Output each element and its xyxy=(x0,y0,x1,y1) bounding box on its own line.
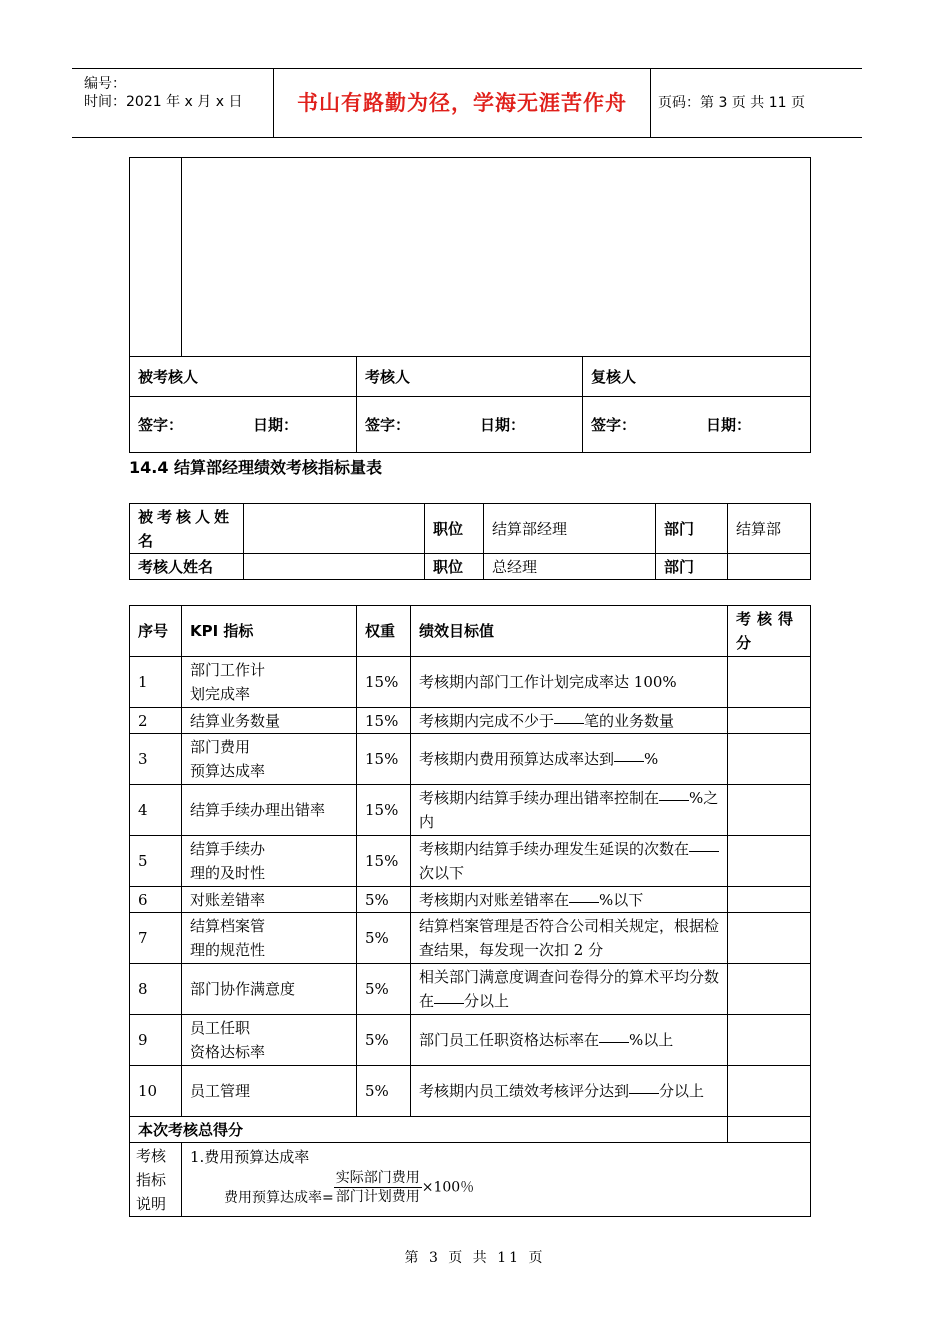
position-label: 职位 xyxy=(425,554,484,580)
header-kpi: KPI 指标 xyxy=(182,606,357,657)
kpi-name xyxy=(182,785,357,836)
kpi-no: 1 xyxy=(130,657,182,708)
kpi-target-suffix: 分以上 xyxy=(464,992,510,1010)
kpi-name-line1: 员工管理 xyxy=(190,1082,251,1100)
date-label: 日期： xyxy=(253,415,299,434)
kpi-no: 7 xyxy=(130,913,182,964)
kpi-target-text: 考核期内部门工作计划完成率达 100% xyxy=(419,673,677,691)
kpi-name xyxy=(182,1015,357,1066)
note-content xyxy=(182,1143,811,1217)
kpi-target-blank xyxy=(599,1028,629,1043)
kpi-target xyxy=(411,734,728,785)
kpi-target-text: 结算档案管理是否符合公司相关规定，根据检查结果，每发现一次扣 2 分 xyxy=(419,917,720,959)
total-score xyxy=(728,1117,811,1143)
kpi-name xyxy=(182,734,357,785)
kpi-name xyxy=(182,964,357,1015)
kpi-no: 2 xyxy=(130,708,182,734)
kpi-row xyxy=(130,734,811,785)
kpi-target-suffix: % xyxy=(644,750,659,768)
kpi-weight: 15% xyxy=(357,785,411,836)
kpi-row xyxy=(130,785,811,836)
kpi-no: 5 xyxy=(130,836,182,887)
kpi-target xyxy=(411,964,728,1015)
date-label: 日期： xyxy=(480,415,526,434)
signature-table xyxy=(129,157,811,453)
formula-fraction xyxy=(334,1169,422,1206)
position-value: 结算部经理 xyxy=(484,504,656,554)
position-value: 总经理 xyxy=(484,554,656,580)
note-item: 1.费用预算达成率 xyxy=(190,1148,310,1166)
reviewer-label: 考核人 xyxy=(357,357,583,397)
reviewer-name-label: 考核人姓名 xyxy=(130,554,244,580)
motto: 书山有路勤为径，学海无涯苦作舟 xyxy=(297,91,627,115)
kpi-name-line1: 员工任职 xyxy=(190,1019,251,1037)
header-score: 考核得分 xyxy=(728,606,811,657)
note-label-text: 考核指标说明 xyxy=(136,1146,167,1213)
sign-label: 签字： xyxy=(591,415,637,434)
kpi-target-suffix: %以上 xyxy=(629,1031,674,1049)
kpi-weight: 15% xyxy=(357,708,411,734)
number-label: 编号： xyxy=(84,76,126,92)
kpi-name-line2: 理的及时性 xyxy=(190,864,266,882)
kpi-no: 8 xyxy=(130,964,182,1015)
reviewee-sign-cell xyxy=(130,397,357,453)
kpi-score xyxy=(728,657,811,708)
kpi-score xyxy=(728,1066,811,1117)
kpi-name-line1: 部门费用 xyxy=(190,738,251,756)
kpi-name-line2: 理的规范性 xyxy=(190,941,266,959)
kpi-target-text: 考核期内结算手续办理出错率控制在 xyxy=(419,789,660,807)
info-table xyxy=(129,503,811,580)
kpi-row xyxy=(130,913,811,964)
formula-multiplier: ×100％ xyxy=(421,1179,475,1196)
kpi-name-line1: 结算业务数量 xyxy=(190,711,281,730)
kpi-name-line1: 结算手续办 xyxy=(190,840,266,858)
kpi-no: 4 xyxy=(130,785,182,836)
kpi-no: 6 xyxy=(130,887,182,913)
kpi-name xyxy=(182,657,357,708)
reviewee-label: 被考核人 xyxy=(130,357,357,397)
kpi-target xyxy=(411,708,728,734)
header-motto-cell xyxy=(273,69,651,137)
dept-label: 部门 xyxy=(656,504,728,554)
kpi-no: 3 xyxy=(130,734,182,785)
kpi-score xyxy=(728,913,811,964)
kpi-score xyxy=(728,964,811,1015)
kpi-target xyxy=(411,657,728,708)
reviewee-name-value xyxy=(244,504,425,554)
formula-numerator: 实际部门费用 xyxy=(335,1170,420,1186)
kpi-name-line1: 对账差错率 xyxy=(190,890,266,909)
kpi-no: 10 xyxy=(130,1066,182,1117)
reviewer-name-value xyxy=(244,554,425,580)
kpi-name xyxy=(182,836,357,887)
kpi-weight: 5% xyxy=(357,964,411,1015)
kpi-name-line1: 结算手续办理出错率 xyxy=(190,801,326,819)
kpi-name xyxy=(182,887,357,913)
dept-label: 部门 xyxy=(656,554,728,580)
kpi-score xyxy=(728,887,811,913)
kpi-target-blank xyxy=(569,888,599,903)
kpi-row xyxy=(130,708,811,734)
kpi-row xyxy=(130,657,811,708)
kpi-name-line2: 预算达成率 xyxy=(190,762,266,780)
section-title: 14.4 结算部经理绩效考核指标量表 xyxy=(129,458,383,477)
total-label: 本次考核总得分 xyxy=(130,1117,728,1143)
kpi-name-line1: 部门工作计 xyxy=(190,661,266,679)
kpi-score xyxy=(728,1015,811,1066)
kpi-target-blank xyxy=(659,786,689,801)
note-label xyxy=(130,1143,182,1217)
kpi-name xyxy=(182,708,357,734)
kpi-score xyxy=(728,785,811,836)
dept-value xyxy=(728,554,811,580)
blank-cell-main xyxy=(182,158,811,357)
kpi-row xyxy=(130,1015,811,1066)
kpi-target-text: 考核期内对账差错率在 xyxy=(419,890,570,909)
kpi-score xyxy=(728,734,811,785)
kpi-weight: 15% xyxy=(357,657,411,708)
kpi-row xyxy=(130,836,811,887)
kpi-target xyxy=(411,1015,728,1066)
kpi-target-suffix: %之内 xyxy=(419,789,719,831)
kpi-row xyxy=(130,887,811,913)
time-label: 时间：2021 年 x 月 x 日 xyxy=(84,94,243,110)
sign-label: 签字： xyxy=(138,415,184,434)
formula xyxy=(190,1169,802,1206)
header-no: 序号 xyxy=(130,606,182,657)
kpi-no: 9 xyxy=(130,1015,182,1066)
kpi-weight: 15% xyxy=(357,836,411,887)
kpi-weight: 5% xyxy=(357,1015,411,1066)
kpi-target-text: 相关部门满意度调查问卷得分的算术平均分数在 xyxy=(419,968,720,1010)
kpi-name xyxy=(182,913,357,964)
header-page-cell xyxy=(650,69,862,137)
kpi-name-line2: 划完成率 xyxy=(190,685,251,703)
kpi-target xyxy=(411,785,728,836)
kpi-target-blank xyxy=(629,1079,659,1094)
position-label: 职位 xyxy=(425,504,484,554)
kpi-score xyxy=(728,836,811,887)
rechecker-label: 复核人 xyxy=(583,357,811,397)
header-weight: 权重 xyxy=(357,606,411,657)
kpi-target-text: 考核期内费用预算达成率达到 xyxy=(419,750,615,768)
kpi-target-text: 考核期内完成不少于 xyxy=(419,711,555,730)
reviewee-name-label: 被考核人姓名 xyxy=(130,504,244,554)
kpi-name-line1: 结算档案管 xyxy=(190,917,266,935)
kpi-target-blank xyxy=(434,989,464,1004)
kpi-target-text: 考核期内结算手续办理发生延误的次数在 xyxy=(419,840,690,858)
header-target: 绩效目标值 xyxy=(411,606,728,657)
kpi-weight: 5% xyxy=(357,887,411,913)
kpi-table xyxy=(129,605,811,1217)
kpi-name xyxy=(182,1066,357,1117)
header-meta xyxy=(72,69,273,137)
kpi-header-row xyxy=(130,606,811,657)
kpi-target-blank xyxy=(614,747,644,762)
kpi-target-suffix: 次以下 xyxy=(419,864,465,882)
kpi-target xyxy=(411,913,728,964)
kpi-target-blank xyxy=(689,837,719,852)
dept-value: 结算部 xyxy=(728,504,811,554)
kpi-weight: 5% xyxy=(357,1066,411,1117)
date-label: 日期： xyxy=(706,415,752,434)
kpi-name-line1: 部门协作满意度 xyxy=(190,980,296,998)
page-header xyxy=(72,68,862,138)
kpi-name-line2: 资格达标率 xyxy=(190,1043,266,1061)
kpi-weight: 15% xyxy=(357,734,411,785)
kpi-score xyxy=(728,708,811,734)
kpi-weight: 5% xyxy=(357,913,411,964)
kpi-target-blank xyxy=(554,709,584,724)
reviewer-sign-cell xyxy=(357,397,583,453)
kpi-target-text: 部门员工任职资格达标率在 xyxy=(419,1031,600,1049)
formula-denominator: 部门计划费用 xyxy=(335,1189,420,1205)
kpi-target-suffix: 笔的业务数量 xyxy=(584,711,675,730)
kpi-target xyxy=(411,887,728,913)
sign-label: 签字： xyxy=(365,415,411,434)
formula-lhs: 费用预算达成率= xyxy=(224,1189,334,1206)
rechecker-sign-cell xyxy=(583,397,811,453)
kpi-target-suffix: %以下 xyxy=(599,890,644,909)
page-info: 页码：第 3 页 共 11 页 xyxy=(658,95,805,111)
page-footer: 第 3 页 共 11 页 xyxy=(404,1250,546,1266)
kpi-row xyxy=(130,964,811,1015)
blank-cell-left xyxy=(130,158,182,357)
kpi-target xyxy=(411,1066,728,1117)
kpi-target-text: 考核期内员工绩效考核评分达到 xyxy=(419,1082,630,1100)
kpi-target xyxy=(411,836,728,887)
kpi-row xyxy=(130,1066,811,1117)
kpi-target-suffix: 分以上 xyxy=(659,1082,705,1100)
